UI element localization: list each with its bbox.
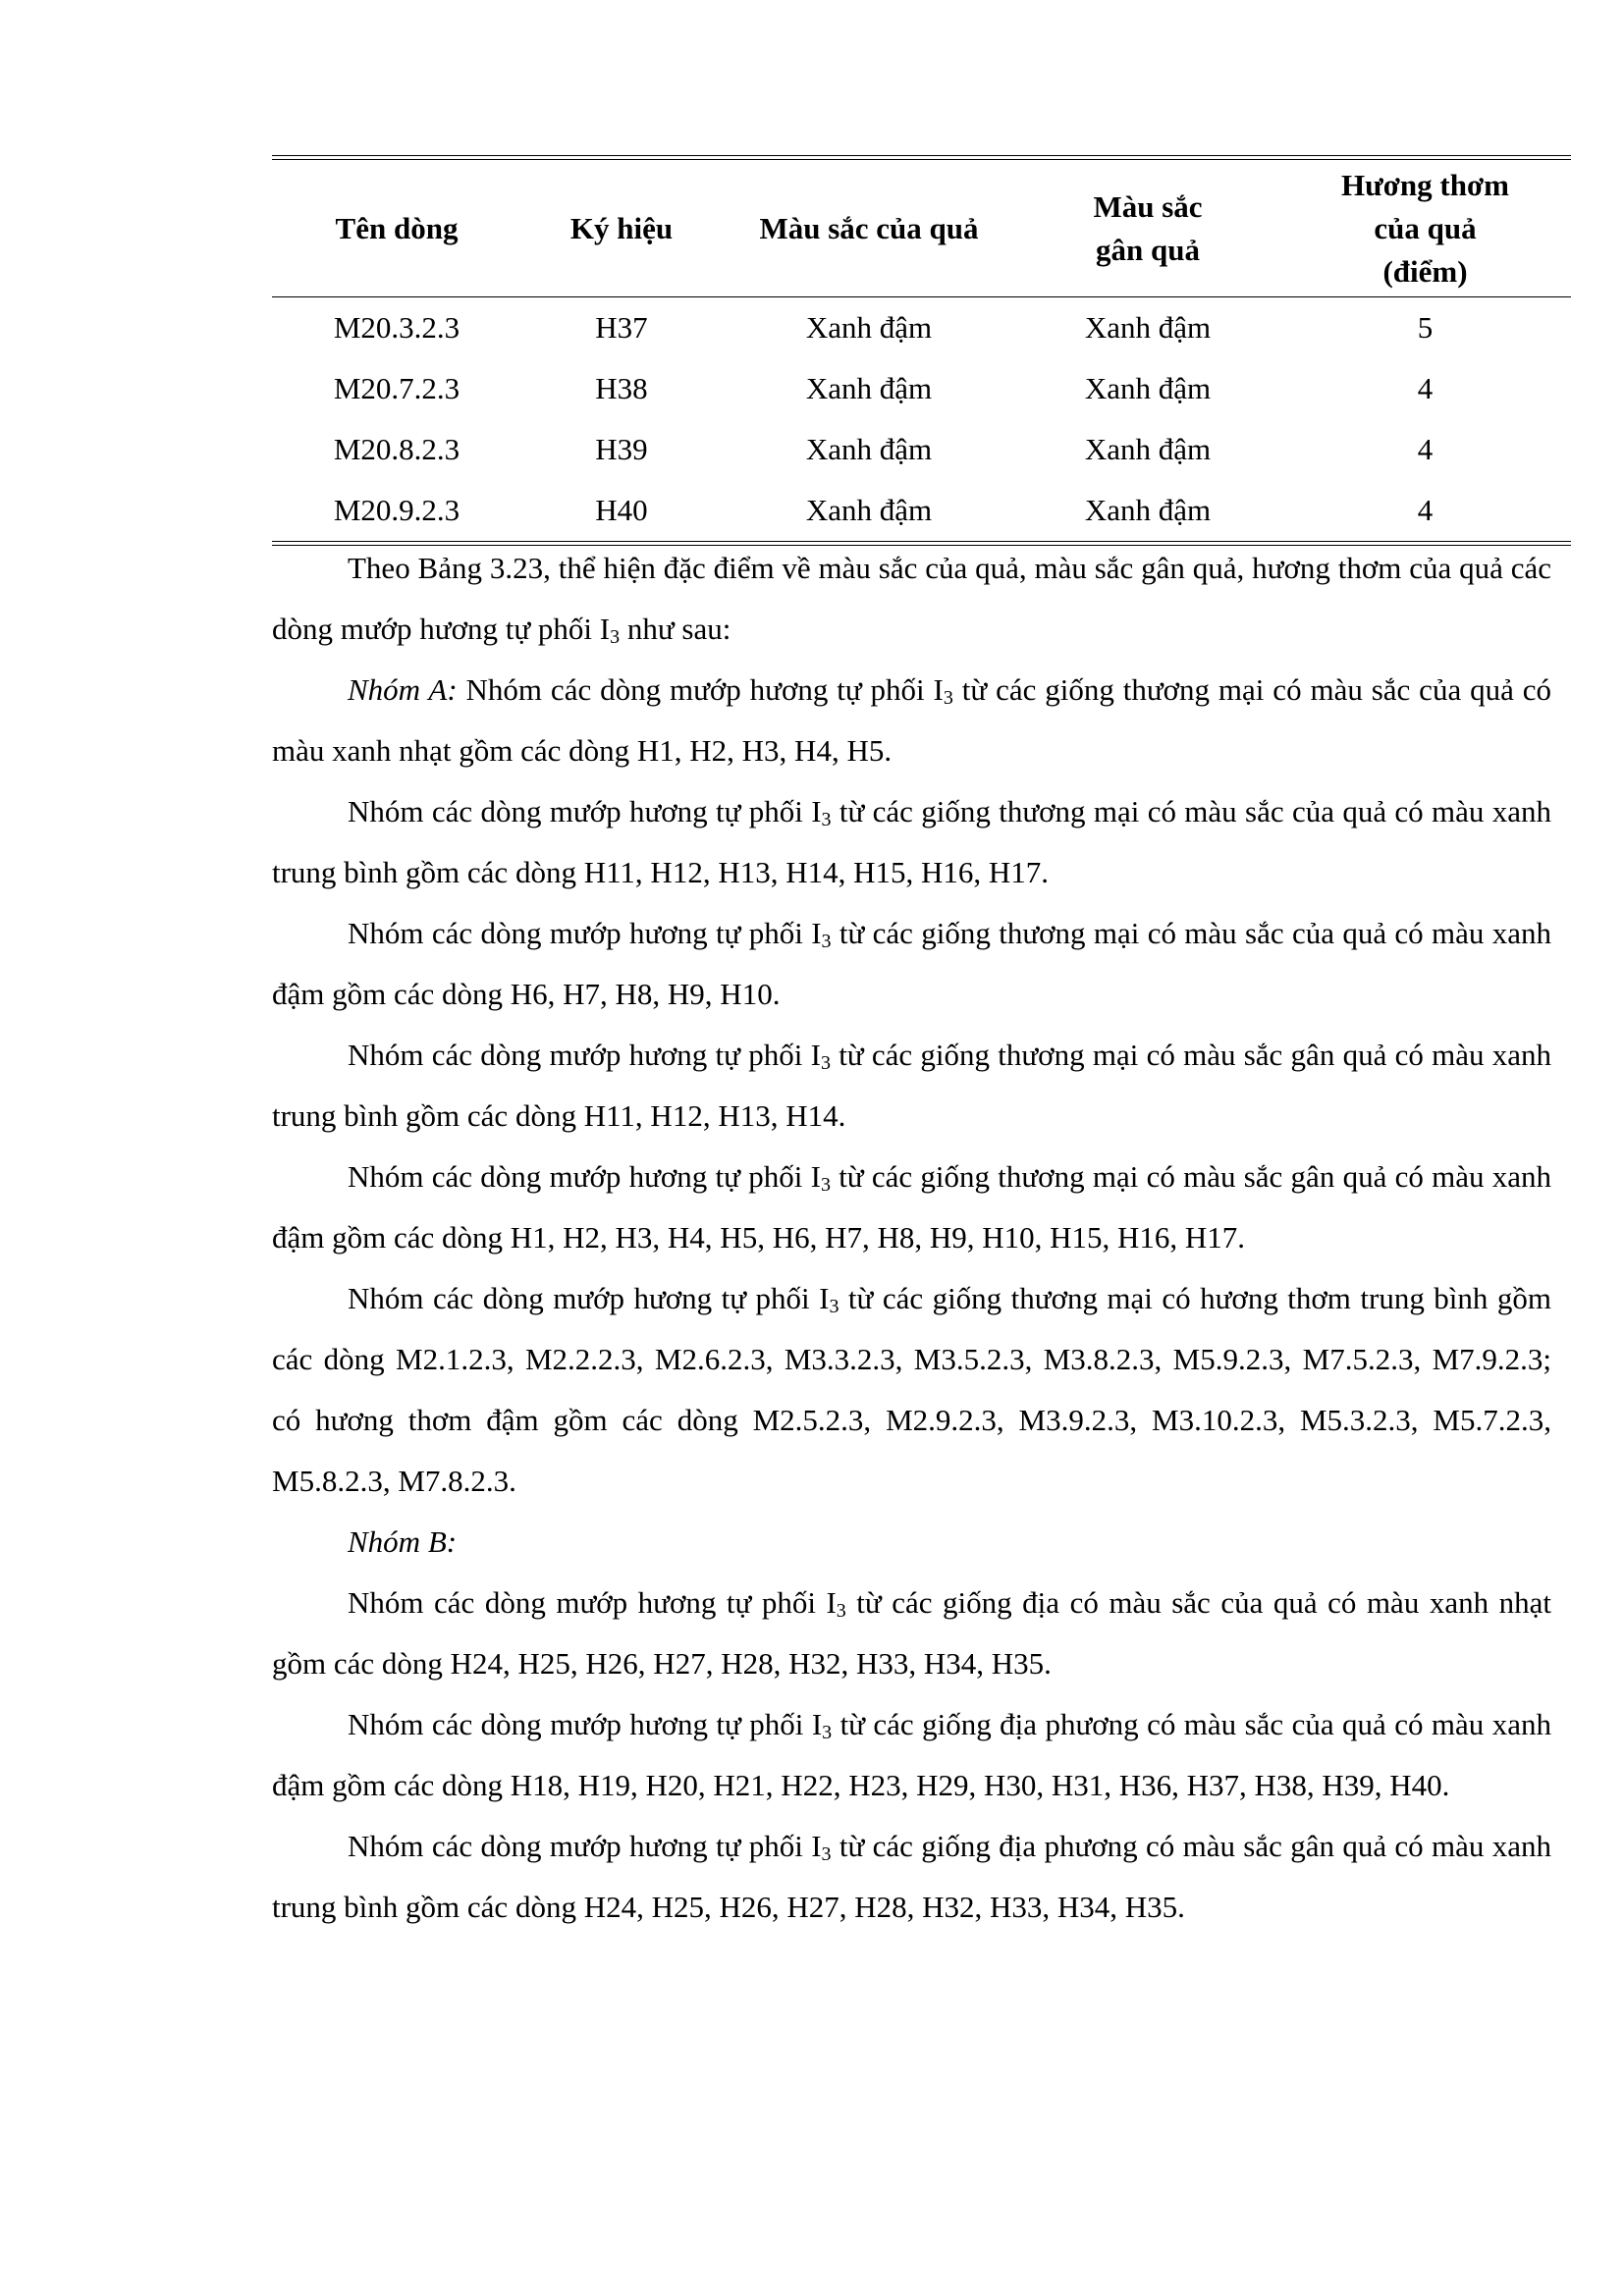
cell-ten-dong: M20.8.2.3 xyxy=(333,432,460,466)
header-ky-hieu: Ký hiệu xyxy=(569,210,674,245)
paragraph: Nhóm các dòng mướp hương tự phối $I_3$ từ các giống địa phương có màu sắc gân quả có màu xanh trung bình gồm các dòng H24, H25, H26, H27, H28, H32, H33, H34, H35. xyxy=(272,1829,1552,1924)
paragraph-group-b xyxy=(272,1512,1551,1573)
cell-ten-dong: M20.7.2.3 xyxy=(333,371,460,405)
header-mau-sac-qua: Màu sắc của quả xyxy=(759,210,979,245)
cell-ten-dong: M20.9.2.3 xyxy=(333,493,460,527)
cell-huong-thom: 4 xyxy=(1417,493,1434,527)
table-row xyxy=(272,297,1571,358)
cell-mau-sac-gan-qua: Xanh đậm xyxy=(1084,432,1212,466)
paragraph: Nhóm các dòng mướp hương tự phối $I_3$ từ các giống địa có màu sắc của quả có màu xanh nhạt gồm các dòng H24, H25, H26, H27, H28, H32, H33, H34, H35. xyxy=(272,1585,1551,1681)
table-row xyxy=(272,419,1571,480)
body-text xyxy=(272,538,1551,1938)
cell-mau-sac-qua: Xanh đậm xyxy=(805,371,933,405)
cell-mau-sac-qua: Xanh đậm xyxy=(805,310,933,345)
cell-mau-sac-qua: Xanh đậm xyxy=(805,432,933,466)
header-mau-sac-gan-qua: Màu sắc gân quả xyxy=(1093,188,1203,267)
cell-ky-hieu: H40 xyxy=(595,493,648,527)
cell-huong-thom: 4 xyxy=(1417,371,1434,405)
cell-mau-sac-qua: Xanh đậm xyxy=(805,493,933,527)
paragraph: Nhóm các dòng mướp hương tự phối $I_3$ từ các giống thương mại có màu sắc của quả có màu xanh trung bình gồm các dòng H11, H12, H13, H14, H15, H16, H17. xyxy=(272,794,1551,889)
paragraph: Nhóm các dòng mướp hương tự phối $I_3$ từ các giống thương mại có màu sắc của quả có màu xanh đậm gồm các dòng H6, H7, H8, H9, H10. xyxy=(272,916,1551,1011)
paragraph: Nhóm các dòng mướp hương tự phối $I_3$ từ các giống thương mại có màu sắc gân quả có màu xanh trung bình gồm các dòng H11, H12, H13, H14. xyxy=(272,1038,1551,1133)
cell-huong-thom: 4 xyxy=(1417,432,1434,466)
paragraph: Nhóm các dòng mướp hương tự phối $I_3$ từ các giống địa phương có màu sắc của quả có màu xanh đậm gồm các dòng H18, H19, H20, H21, H22, H23, H29, H30, H31, H36, H37, H38, H39, H40. xyxy=(272,1707,1551,1802)
group-b-label: Nhóm B: xyxy=(348,1524,458,1559)
header-huong-thom: Hương thơm của quả (điểm) xyxy=(1341,167,1509,289)
paragraph-group-a: Nhóm A: Nhóm các dòng mướp hương tự phối $I_3$ từ các giống thương mại có màu sắc của quả có màu xanh nhạt gồm các dòng H1, H2, H3, H4, H5. xyxy=(272,672,1551,768)
cell-mau-sac-gan-qua: Xanh đậm xyxy=(1084,310,1212,345)
paragraph-intro: Theo Bảng 3.23, thể hiện đặc điểm về màu sắc của quả, màu sắc gân quả, hương thơm của quả các dòng mướp hương tự phối $I_3$ như sau: xyxy=(272,551,1551,648)
cell-ky-hieu: H37 xyxy=(595,310,648,345)
cell-ky-hieu: H39 xyxy=(595,432,648,466)
header-ten-dong: Tên dòng xyxy=(335,210,459,245)
cell-ten-dong: M20.3.2.3 xyxy=(333,310,460,345)
table-row xyxy=(272,358,1571,419)
cell-mau-sac-gan-qua: Xanh đậm xyxy=(1084,371,1212,405)
cell-huong-thom: 5 xyxy=(1417,310,1434,345)
table-row xyxy=(272,480,1571,541)
cell-ky-hieu: H38 xyxy=(595,371,648,405)
paragraph: Nhóm các dòng mướp hương tự phối $I_3$ từ các giống thương mại có màu sắc gân quả có màu xanh đậm gồm các dòng H1, H2, H3, H4, H5, H6, H7, H8, H9, H10, H15, H16, H17. xyxy=(272,1159,1551,1255)
paragraph: Nhóm các dòng mướp hương tự phối $I_3$ từ các giống thương mại có hương thơm trung bình gồm các dòng M2.1.2.3, M2.2.2.3, M2.6.2.3, M3.3.2.3, M3.5.2.3, M3.8.2.3, M5.9.2.3, M7.5.2.3, M7.9.2.3; có hương thơm đậm gồm các dòng M2.5.2.3, M2.9.2.3, M3.9.2.3, M3.10.2.3, M5.3.2.3, M5.7.2.3, M5.8.2.3, M7.8.2.3. xyxy=(272,1281,1551,1498)
cell-mau-sac-gan-qua: Xanh đậm xyxy=(1084,493,1212,527)
group-a-label: Nhóm A: xyxy=(348,672,458,707)
